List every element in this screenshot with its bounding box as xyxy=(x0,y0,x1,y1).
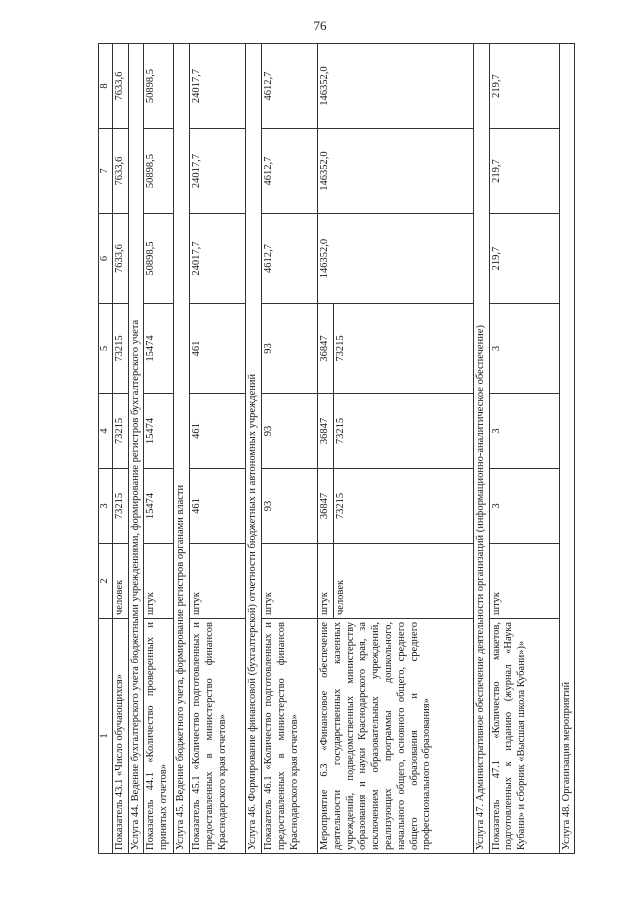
unit-cell: человек xyxy=(333,544,473,619)
value-cell: 3 xyxy=(489,304,559,394)
value-cell: 4612,7 xyxy=(261,129,317,214)
page-number: 76 xyxy=(313,18,327,33)
value-cell: 7633,6 xyxy=(112,129,128,214)
section-title: Услуга 44. Ведение бухгалтерского учета бюджетными учреждениями, формирование регистров бухгалтерского учета xyxy=(128,44,144,854)
services-table xyxy=(98,43,575,854)
value-cell: 3 xyxy=(489,394,559,469)
section-title: Услуга 46. Формирование финансовой (бухгалтерской) отчетности бюджетных и автономных учреждений xyxy=(246,44,262,854)
header-cell: 5 xyxy=(99,304,113,394)
value-cell: 36847 xyxy=(317,469,333,544)
value-cell: 50898,5 xyxy=(144,129,174,214)
value-cell: 50898,5 xyxy=(144,214,174,304)
value-cell: 50898,5 xyxy=(144,44,174,129)
unit-cell: штук xyxy=(489,544,559,619)
indicator-name: Показатель 47.1 «Количество макетов, подготовленных к изданию (журнал «Наука Кубани» и сборник «Высшая школа Кубани»)» xyxy=(489,619,559,854)
value-cell: 4612,7 xyxy=(261,44,317,129)
table-row xyxy=(144,44,174,854)
unit-cell: человек xyxy=(112,544,128,619)
table-row xyxy=(112,44,128,854)
value-cell: 24017,7 xyxy=(190,129,246,214)
header-cell: 8 xyxy=(99,44,113,129)
value-cell: 73215 xyxy=(112,469,128,544)
value-cell: 146352,0 xyxy=(317,214,473,304)
section-row xyxy=(559,44,575,854)
header-cell: 1 xyxy=(99,619,113,854)
indicator-name: Показатель 46.1 «Количество подготовленных и предоставленных в министерство финансов Краснодарского края отчетов» xyxy=(261,619,317,854)
section-row xyxy=(473,44,489,854)
header-cell: 4 xyxy=(99,394,113,469)
value-cell: 15474 xyxy=(144,304,174,394)
value-cell: 73215 xyxy=(333,469,473,544)
value-cell: 73215 xyxy=(112,304,128,394)
section-title: Услуга 48. Организация мероприятий xyxy=(559,44,575,854)
indicator-name: Показатель 45.1 «Количество подготовленных и предоставленных в министерство финансов Краснодарского края отчетов» xyxy=(190,619,246,854)
value-cell: 219,7 xyxy=(489,214,559,304)
value-cell: 219,7 xyxy=(489,44,559,129)
value-cell: 24017,7 xyxy=(190,44,246,129)
value-cell: 15474 xyxy=(144,394,174,469)
value-cell: 73215 xyxy=(333,304,473,394)
section-row xyxy=(128,44,144,854)
unit-cell: штук xyxy=(144,544,174,619)
value-cell: 461 xyxy=(190,469,246,544)
value-cell: 146352,0 xyxy=(317,129,473,214)
value-cell: 4612,7 xyxy=(261,214,317,304)
table-row xyxy=(489,44,559,854)
value-cell: 461 xyxy=(190,394,246,469)
section-row xyxy=(246,44,262,854)
header-cell: 7 xyxy=(99,129,113,214)
value-cell: 24017,7 xyxy=(190,214,246,304)
header-row xyxy=(99,44,113,854)
header-cell: 2 xyxy=(99,544,113,619)
indicator-name: Показатель 43.1 «Число обучающихся» xyxy=(112,619,128,854)
rotated-table-frame xyxy=(98,44,572,854)
value-cell: 36847 xyxy=(317,394,333,469)
table-row xyxy=(261,44,317,854)
unit-cell: штук xyxy=(261,544,317,619)
value-cell: 219,7 xyxy=(489,129,559,214)
value-cell: 146352,0 xyxy=(317,44,473,129)
value-cell: 7633,6 xyxy=(112,44,128,129)
value-cell: 461 xyxy=(190,304,246,394)
section-row xyxy=(174,44,190,854)
value-cell: 3 xyxy=(489,469,559,544)
section-title: Услуга 45. Ведение бюджетного учета, формирование регистров органами власти xyxy=(174,44,190,854)
value-cell: 93 xyxy=(261,394,317,469)
table-row xyxy=(317,44,333,854)
header-cell: 6 xyxy=(99,214,113,304)
header-cell: 3 xyxy=(99,469,113,544)
activity-name: Мероприятие 6.3 «Финансовое обеспечение деятельности государственных казенных учреждений, подведомственных министерству образования и науки Краснодарского края, за исключением образовательных учреждений, реализующих программы дошкольного, начального общего, основного общего, среднего общего образования и среднего профессионального образования» xyxy=(317,619,473,854)
section-title: Услуга 47. Административное обеспечение деятельности организаций (информационно-аналитическое обеспечение) xyxy=(473,44,489,854)
indicator-name: Показатель 44.1 «Количество проверенных и принятых отчетов» xyxy=(144,619,174,854)
value-cell: 7633,6 xyxy=(112,214,128,304)
unit-cell: штук xyxy=(190,544,246,619)
table-row xyxy=(190,44,246,854)
value-cell: 73215 xyxy=(112,394,128,469)
value-cell: 15474 xyxy=(144,469,174,544)
value-cell: 93 xyxy=(261,304,317,394)
value-cell: 73215 xyxy=(333,394,473,469)
value-cell: 93 xyxy=(261,469,317,544)
value-cell: 36847 xyxy=(317,304,333,394)
unit-cell: штук xyxy=(317,544,333,619)
